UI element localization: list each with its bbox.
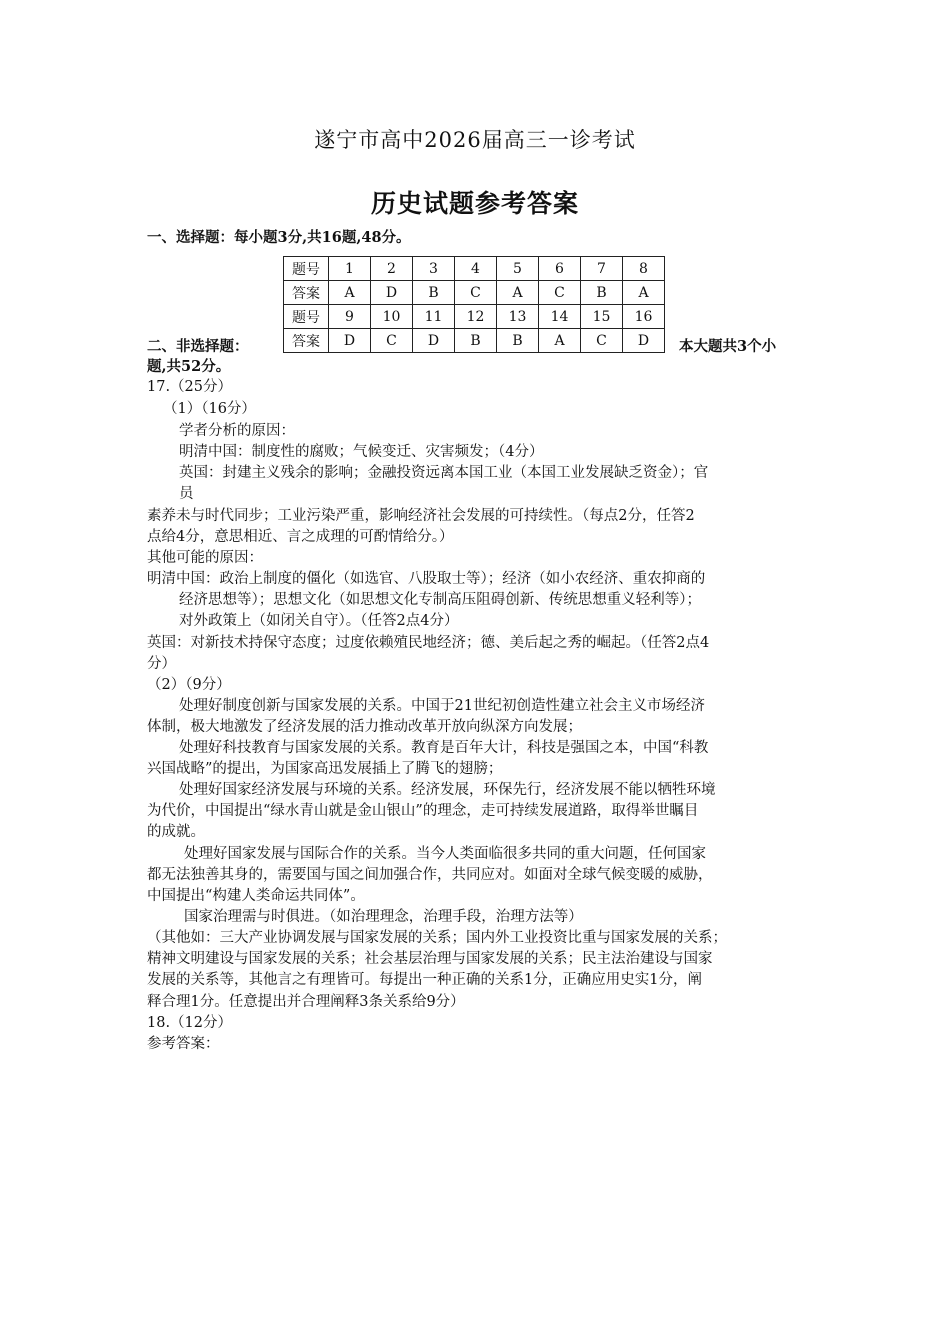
- text-line: 对外政策上（如闭关自守）。（任答2点4分）: [179, 613, 459, 629]
- table-cell: D: [623, 329, 665, 353]
- text-line: 其他可能的原因：: [147, 550, 263, 566]
- table-cell: 1: [329, 257, 371, 281]
- text-line: 分）: [147, 656, 176, 672]
- text-line: 员: [179, 486, 194, 502]
- text-line: 点给4分，意思相近、言之成理的可酌情给分。）: [147, 529, 454, 545]
- table-cell: 2: [371, 257, 413, 281]
- section2-heading-right: 本大题共3个小: [679, 338, 777, 355]
- table-cell: 8: [623, 257, 665, 281]
- text-line: 英国：封建主义残余的影响；金融投资远离本国工业（本国工业发展缺乏资金）；官: [179, 465, 709, 481]
- text-line: 处理好国家经济发展与环境的关系。经济发展，环保先行，经济发展不能以牺牲环境: [179, 782, 716, 798]
- table-cell: 4: [455, 257, 497, 281]
- text-line: 处理好科技教育与国家发展的关系。教育是百年大计，科技是强国之本，中国“科教: [179, 740, 709, 756]
- row-label: 答案: [284, 281, 329, 305]
- table-cell: 13: [497, 305, 539, 329]
- text-line: 为代价，中国提出“绿水青山就是金山银山”的理念，走可持续发展道路，取得举世瞩目: [147, 803, 699, 819]
- row-label: 题号: [284, 305, 329, 329]
- table-cell: D: [371, 281, 413, 305]
- text-line: 中国提出“构建人类命运共同体”。: [147, 888, 365, 904]
- table-cell: B: [455, 329, 497, 353]
- table-cell: 12: [455, 305, 497, 329]
- table-row: [284, 305, 665, 329]
- q18-heading: 18.（12分）: [147, 1015, 233, 1031]
- text-line: 学者分析的原因：: [179, 423, 295, 439]
- section2-heading-left: 二、非选择题：: [147, 338, 249, 355]
- text-line: 的成就。: [147, 824, 205, 840]
- table-cell: 7: [581, 257, 623, 281]
- text-line: 处理好国家发展与国际合作的关系。当今人类面临很多共同的重大问题，任何国家: [184, 846, 706, 862]
- table-cell: 9: [329, 305, 371, 329]
- table-cell: B: [413, 281, 455, 305]
- text-line: 体制，极大地激发了经济发展的活力推动改革开放向纵深方向发展；: [147, 719, 582, 735]
- section2-heading-cont: 题,共52分。: [147, 358, 231, 375]
- table-cell: D: [329, 329, 371, 353]
- q17-heading: 17.（25分）: [147, 379, 233, 395]
- text-line: 明清中国：制度性的腐败；气候变迁、灾害频发；（4分）: [179, 444, 544, 460]
- text-line: 素养未与时代同步；工业污染严重，影响经济社会发展的可持续性。（每点2分，任答2: [147, 508, 695, 524]
- table-cell: 15: [581, 305, 623, 329]
- table-cell: 5: [497, 257, 539, 281]
- text-line: 参考答案：: [147, 1036, 220, 1052]
- table-cell: C: [581, 329, 623, 353]
- table-cell: C: [371, 329, 413, 353]
- table-cell: A: [623, 281, 665, 305]
- table-cell: 3: [413, 257, 455, 281]
- text-line: 都无法独善其身的，需要国与国之间加强合作，共同应对。如面对全球气候变暖的威胁，: [147, 867, 713, 883]
- table-cell: 6: [539, 257, 581, 281]
- table-cell: 11: [413, 305, 455, 329]
- answer-key-title: 历史试题参考答案: [370, 189, 579, 218]
- table-row: [284, 329, 665, 353]
- section1-heading: 一、选择题：每小题3分,共16题,48分。: [147, 229, 411, 246]
- q17-part2-heading: （2）（9分）: [147, 677, 231, 693]
- answer-table: [283, 256, 665, 353]
- table-cell: 14: [539, 305, 581, 329]
- exam-title: 遂宁市高中2026届高三一诊考试: [314, 128, 636, 152]
- text-line: （其他如：三大产业协调发展与国家发展的关系；国内外工业投资比重与国家发展的关系；: [147, 930, 727, 946]
- text-line: 国家治理需与时俱进。（如治理理念，治理手段，治理方法等）: [184, 909, 583, 925]
- text-line: 精神文明建设与国家发展的关系；社会基层治理与国家发展的关系；民主法治建设与国家: [147, 951, 713, 967]
- text-line: 明清中国：政治上制度的僵化（如选官、八股取士等）；经济（如小农经济、重农抑商的: [147, 571, 706, 587]
- text-line: 经济思想等）；思想文化（如思想文化专制高压阻碍创新、传统思想重义轻利等）；: [179, 592, 701, 608]
- row-label: 题号: [284, 257, 329, 281]
- text-line: 释合理1分。任意提出并合理阐释3条关系给9分）: [147, 994, 465, 1010]
- text-line: 发展的关系等，其他言之有理皆可。每提出一种正确的关系1分，正确应用史实1分，阐: [147, 972, 702, 988]
- table-cell: B: [581, 281, 623, 305]
- table-cell: A: [329, 281, 371, 305]
- table-cell: B: [497, 329, 539, 353]
- table-cell: C: [539, 281, 581, 305]
- row-label: 答案: [284, 329, 329, 353]
- table-cell: 16: [623, 305, 665, 329]
- table-cell: C: [455, 281, 497, 305]
- table-row: [284, 281, 665, 305]
- text-line: 英国：对新技术持保守态度；过度依赖殖民地经济；德、美后起之秀的崛起。（任答2点4: [147, 635, 710, 651]
- table-cell: A: [497, 281, 539, 305]
- q17-part1-heading: （1）（16分）: [163, 401, 256, 417]
- table-row: [284, 257, 665, 281]
- text-line: 处理好制度创新与国家发展的关系。中国于21世纪初创造性建立社会主义市场经济: [179, 698, 705, 714]
- table-cell: D: [413, 329, 455, 353]
- table-cell: 10: [371, 305, 413, 329]
- text-line: 兴国战略”的提出，为国家高迅发展插上了腾飞的翅膀；: [147, 761, 503, 777]
- table-cell: A: [539, 329, 581, 353]
